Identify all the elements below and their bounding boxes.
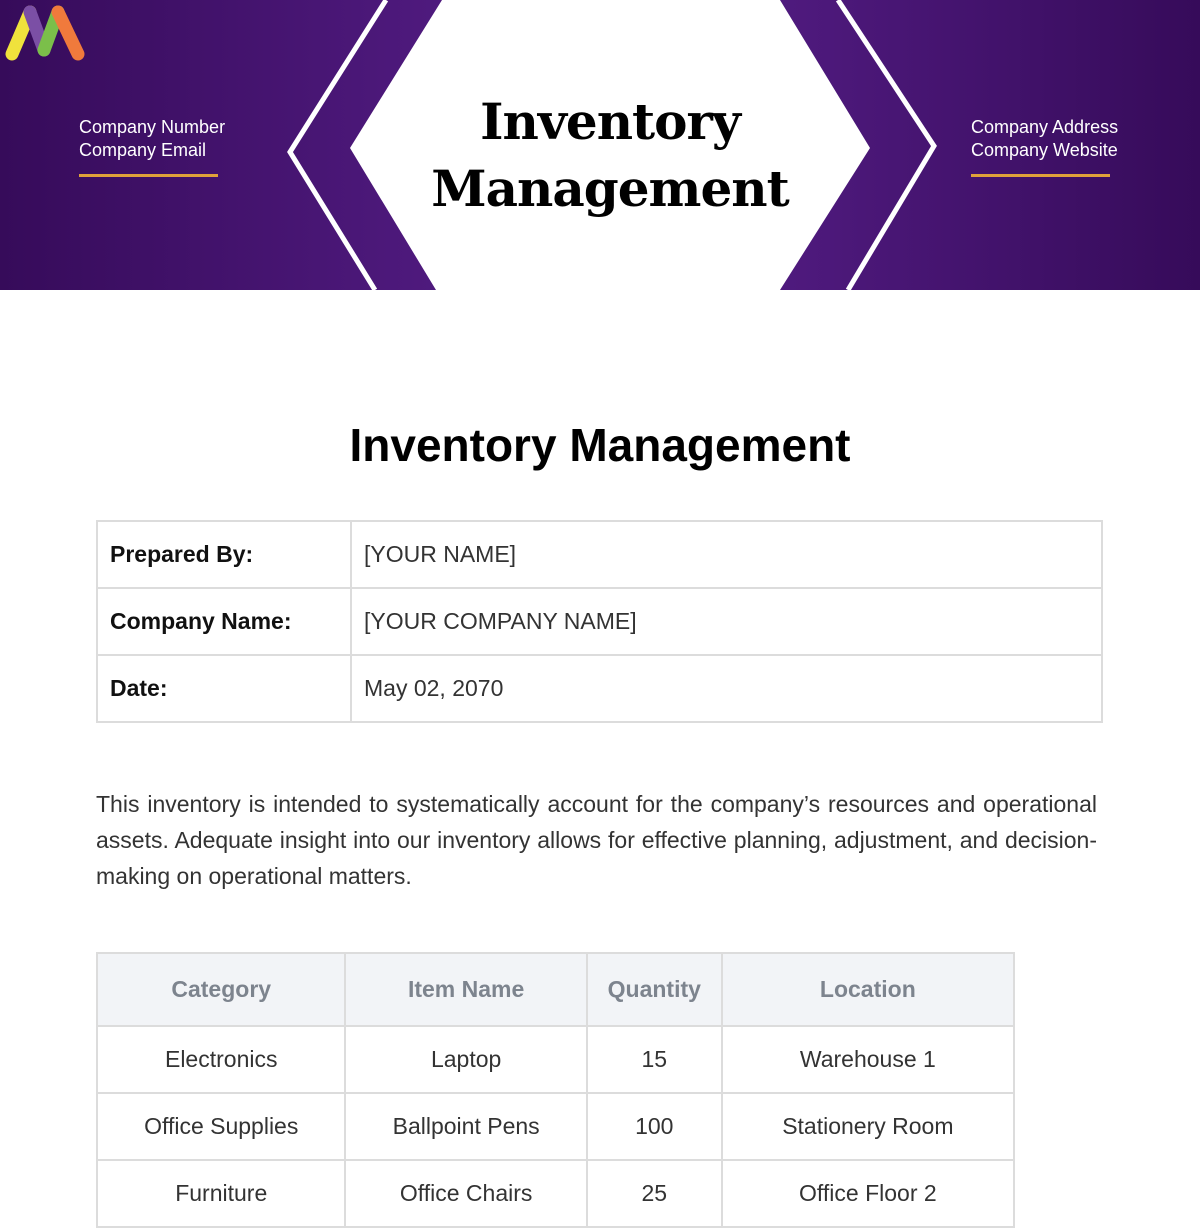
contact-left [79,116,225,177]
info-label: Company Name: [97,588,351,655]
info-value: [YOUR NAME] [351,521,1102,588]
company-logo-icon [0,0,90,64]
company-website: Company Website [971,140,1118,160]
table-row [97,1093,1014,1160]
info-row-date [97,655,1102,722]
cell-quantity: 100 [587,1093,722,1160]
cell-location: Office Floor 2 [722,1160,1014,1227]
company-number: Company Number [79,117,226,137]
page-title: Inventory Management [349,419,851,471]
column-header-location: Location [722,953,1014,1026]
info-row-prepared-by [97,521,1102,588]
cell-location: Warehouse 1 [722,1026,1014,1093]
table-row [97,1160,1014,1227]
info-value: [YOUR COMPANY NAME] [351,588,1102,655]
contact-right [971,116,1118,177]
cell-location: Stationery Room [722,1093,1014,1160]
cell-item-name: Ballpoint Pens [345,1093,586,1160]
info-label: Prepared By: [97,521,351,588]
company-address: Company Address [971,117,1119,137]
contact-left-underline [79,174,218,177]
column-header-category: Category [97,953,345,1026]
inventory-header-row [97,953,1014,1026]
table-row [97,1026,1014,1093]
cell-category: Electronics [97,1026,345,1093]
cell-quantity: 15 [587,1026,722,1093]
banner-title-line2: Management [431,159,789,218]
column-header-quantity: Quantity [587,953,722,1026]
company-email: Company Email [79,140,207,160]
info-row-company-name [97,588,1102,655]
cell-item-name: Office Chairs [345,1160,586,1227]
banner-title-line1: Inventory [480,92,740,151]
info-label: Date: [97,655,351,722]
column-header-item-name: Item Name [345,953,586,1026]
cell-category: Furniture [97,1160,345,1227]
cell-quantity: 25 [587,1160,722,1227]
info-table [96,520,1103,723]
intro-paragraph: This inventory is intended to systematically account for the company’s resources and operational assets. Adequate insight into our inventory allows for effective planning, adjustment, and decision-making on operational matters. [96,791,1097,889]
header-banner [0,0,1200,290]
cell-category: Office Supplies [97,1093,345,1160]
inventory-table [96,952,1015,1228]
contact-right-underline [971,174,1110,177]
cell-item-name: Laptop [345,1026,586,1093]
info-value: May 02, 2070 [351,655,1102,722]
banner-title [380,88,840,222]
